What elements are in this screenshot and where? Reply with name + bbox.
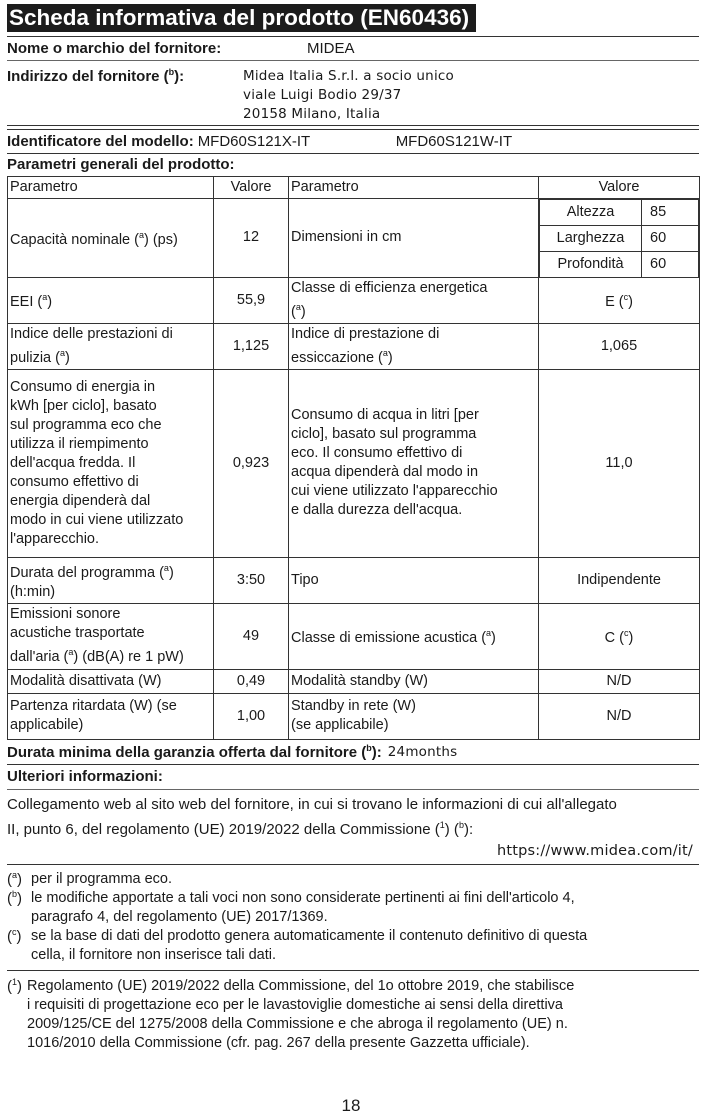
model-row bbox=[7, 130, 699, 153]
delay-label: Partenza ritardata (W) (se applicabile) bbox=[8, 693, 214, 739]
capacity-label: Capacità nominale ($^a$) (ps) bbox=[8, 199, 214, 278]
dimension-row bbox=[540, 252, 699, 277]
table-row bbox=[8, 369, 700, 557]
product-info-sheet bbox=[7, 4, 699, 1053]
supplier-address-label: Indirizzo del fornitore ($^b$): bbox=[7, 67, 185, 85]
noise-class-value: C ($^c$) bbox=[539, 603, 700, 669]
table-header-row bbox=[8, 177, 700, 199]
drying-value: 1,065 bbox=[539, 323, 700, 369]
note-item: ($^c$) se la base di dati del prodotto genera automaticamente il contenuto definitivo di questa cella, il fornitore non inserisce tali dati. bbox=[7, 926, 588, 963]
cleaning-value: 1,125 bbox=[214, 323, 289, 369]
dimension-name: Profondità bbox=[540, 252, 642, 277]
sheet-title: Scheda informativa del prodotto (EN60436) bbox=[7, 4, 476, 32]
params-section-title: Parametri generali del prodotto: bbox=[7, 156, 235, 173]
dimension-value: 60 bbox=[642, 226, 699, 252]
page-number: 18 bbox=[341, 1096, 361, 1115]
dimensions-values bbox=[539, 199, 700, 278]
supplier-name-value: MIDEA bbox=[307, 40, 355, 57]
standby-label: Modalità standby (W) bbox=[289, 669, 539, 693]
further-info-text: Collegamento web al sito web del fornitore, in cui si trovano le informazioni di cui all'allegato II, punto 6, del regolamento (UE) 2019/2022 della Commissione ($^1$) ($^b$): bbox=[7, 795, 617, 838]
water-consumption-value: 11,0 bbox=[539, 369, 700, 557]
supplier-name-label: Nome o marchio del fornitore: bbox=[7, 40, 222, 57]
drying-label: Indice di prestazione di essiccazione ($^a$) bbox=[289, 323, 539, 369]
duration-label: Durata del programma ($^a$) (h:min) bbox=[8, 557, 214, 603]
supplier-name-row bbox=[7, 37, 699, 60]
standby-value: N/D bbox=[539, 669, 700, 693]
dimension-value: 85 bbox=[642, 200, 699, 226]
warranty-value: 24months bbox=[387, 743, 458, 760]
note-item: ($^b$) le modifiche apportate a tali voci non sono considerate pertinenti ai fini dell'articolo 4, paragrafo 4, del regolamento (UE) 2017/1369. bbox=[7, 888, 575, 925]
model-label: Identificatore del modello: bbox=[7, 133, 194, 150]
header-param: Parametro bbox=[8, 177, 214, 199]
duration-value: 3:50 bbox=[214, 557, 289, 603]
capacity-value: 12 bbox=[214, 199, 289, 278]
table-row bbox=[8, 603, 700, 669]
supplier-website-link[interactable]: https://www.midea.com/it/ bbox=[496, 842, 693, 859]
dimension-row bbox=[540, 226, 699, 252]
energy-consumption-value: 0,923 bbox=[214, 369, 289, 557]
eei-label: EEI ($^a$) bbox=[8, 277, 214, 323]
noise-class-label: Classe di emissione acustica ($^a$) bbox=[289, 603, 539, 669]
supplier-address-row bbox=[7, 61, 699, 123]
table-row bbox=[8, 693, 700, 739]
model-value-2: MFD60S121W-IT bbox=[395, 133, 513, 150]
address-line: 20158 Milano, Italia bbox=[243, 106, 381, 122]
eei-value: 55,9 bbox=[214, 277, 289, 323]
water-consumption-label: Consumo di acqua in litri [per ciclo], basato sul programma eco. Il consumo effettivo di acqua dipenderà dal modo in cui viene utilizzato l'apparecchio e dalla durezza dell'acqua. bbox=[289, 369, 539, 557]
dimensions-label: Dimensioni in cm bbox=[289, 199, 539, 278]
further-info-title: Ulteriori informazioni: bbox=[7, 767, 163, 785]
footnote: ($^1$) Regolamento (UE) 2019/2022 della Commissione, del 1o ottobre 2019, che stabilisce i requisiti di progettazione eco per le lavastoviglie domestiche ai sensi della direttiva 2009/125/CE del 1275/2008 della Commissione e che abroga il regolamento (UE) n. 1016/2010 della Commissione (cfr. pag. 267 della presente Gazzetta ufficiale). bbox=[7, 976, 575, 1051]
dimension-name: Larghezza bbox=[540, 226, 642, 252]
energy-class-label: Classe di efficienza energetica ($^a$) bbox=[289, 277, 539, 323]
table-row bbox=[8, 277, 700, 323]
model-value-1: MFD60S121X-IT bbox=[197, 133, 311, 150]
type-label: Tipo bbox=[289, 557, 539, 603]
off-mode-value: 0,49 bbox=[214, 669, 289, 693]
note-item: ($^a$) per il programma eco. bbox=[7, 869, 173, 888]
supplier-address bbox=[243, 67, 454, 124]
energy-consumption-label: Consumo di energia in kWh [per ciclo], basato sul programma eco che utilizza il riempimento dell'acqua fredda. Il consumo effettivo di energia dipenderà dal modo in cui viene utilizzato l'apparecchio. bbox=[8, 369, 214, 557]
address-line: Midea Italia S.r.l. a socio unico bbox=[243, 68, 454, 84]
header-param-2: Parametro bbox=[289, 177, 539, 199]
header-value-2: Valore bbox=[539, 177, 700, 199]
type-value: Indipendente bbox=[539, 557, 700, 603]
network-standby-label: Standby in rete (W) (se applicabile) bbox=[289, 693, 539, 739]
table-row bbox=[8, 323, 700, 369]
energy-class-value: E ($^c$) bbox=[539, 277, 700, 323]
table-row bbox=[8, 669, 700, 693]
off-mode-label: Modalità disattivata (W) bbox=[8, 669, 214, 693]
table-row bbox=[8, 199, 700, 278]
address-line: viale Luigi Bodio 29/37 bbox=[243, 87, 402, 103]
header-value: Valore bbox=[214, 177, 289, 199]
cleaning-label: Indice delle prestazioni di pulizia ($^a$) bbox=[8, 323, 214, 369]
warranty-label: Durata minima della garanzia offerta dal fornitore ($^b$): bbox=[7, 742, 382, 761]
noise-label: Emissioni sonore acustiche trasportate dall'aria ($^a$) (dB(A) re 1 pW) bbox=[8, 603, 214, 669]
dimension-row bbox=[540, 200, 699, 226]
notes-list bbox=[7, 865, 699, 965]
delay-value: 1,00 bbox=[214, 693, 289, 739]
warranty-row bbox=[7, 740, 699, 764]
network-standby-value: N/D bbox=[539, 693, 700, 739]
table-row bbox=[8, 557, 700, 603]
dimension-name: Altezza bbox=[540, 200, 642, 226]
params-table bbox=[7, 176, 700, 740]
dimension-value: 60 bbox=[642, 252, 699, 277]
noise-value: 49 bbox=[214, 603, 289, 669]
